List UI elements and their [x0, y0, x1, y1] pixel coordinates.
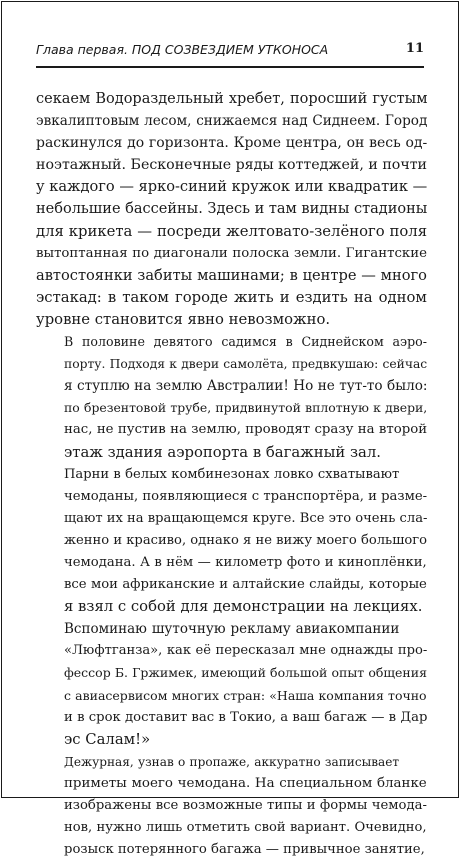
text-line: я взял с собой для демонстрации на лекциях. [64, 598, 423, 616]
text-line: этаж здания аэропорта в багажный зал. [64, 443, 381, 461]
text-line: Парни в белых комбинезонах ловко схватывают [64, 466, 400, 482]
paragraph [36, 88, 427, 331]
text-line: и в срок доставит вас в Токио, а ваш багаж — в Дар [64, 709, 428, 725]
text-line: порту. Подходя к двери самолёта, предвкушаю: сейчас [64, 357, 428, 372]
text-line: ноэтажный. Бесконечные ряды коттеджей, и почти [36, 157, 427, 174]
text-line: В половине девятого садимся в Сиднейском аэро- [64, 334, 427, 350]
text-line: фессор Б. Гржимек, имеющий большой опыт общения [64, 665, 427, 681]
book-page [1, 1, 459, 858]
text-line: приметы моего чемодана. На специальном бланке [64, 775, 427, 791]
text-line: уровне становится явно невозможно. [36, 310, 331, 328]
text-line: Дежурная, узнав о пропаже, аккуратно записывает [64, 754, 400, 769]
paragraph [36, 464, 427, 619]
text-line: все мои африканские и алтайские слайды, которые [64, 577, 427, 593]
text-line: небольшие бассейны. Здесь и там видны стадионы [36, 201, 428, 218]
text-line: изображены все возможные типы и формы чемода- [64, 798, 427, 813]
text-line: раскинулся до горизонта. Кроме центра, он весь од- [36, 135, 428, 152]
text-line: женно и красиво, однако я не вижу моего большого [64, 532, 427, 548]
paragraph [36, 331, 427, 464]
text-line: эс Салам!» [64, 730, 151, 748]
page-number: 11 [405, 41, 424, 56]
paragraph [36, 751, 427, 861]
text-line: Вспоминаю шуточную рекламу авиакомпании [64, 621, 400, 638]
text-line: нас, не пустив на землю, проводят сразу на второй [64, 422, 428, 438]
text-line: розыск потерянного багажа — привычное занятие, [64, 842, 425, 858]
text-line: с авиасервисом многих стран: «Наша компания точно [64, 687, 427, 703]
chapter-title: Глава первая. ПОД СОЗВЕЗДИЕМ УТКОНОСА [36, 42, 329, 57]
text-line: щают их на вращающемся круге. Все это очень сла- [64, 510, 428, 526]
text-line: автостоянки забиты машинами; в центре — много [36, 266, 427, 284]
text-line: я ступлю на землю Австралии! Но не тут-то было: [64, 378, 428, 395]
text-line: эстакад: в таком городе жить и ездить на одном [36, 288, 427, 306]
body-text [36, 88, 427, 861]
running-header [36, 38, 424, 68]
text-line: эвкалиптовым лесом, снижаемся над Сиднеем. Город [36, 113, 428, 130]
text-line: секаем Водораздельный хребет, поросший густым [36, 91, 428, 107]
text-line: нов, нужно лишь отметить свой вариант. Очевидно, [64, 820, 427, 836]
text-line: у каждого — ярко-синий кружок или квадратик — [36, 178, 428, 196]
text-line: чемоданы, появляющиеся с транспортёра, и разме- [64, 488, 428, 504]
text-line: вытоптанная по диагонали полоска земли. Гигантские [36, 245, 427, 261]
paragraph [36, 618, 427, 751]
text-line: чемодана. А в нём — километр фото и киноплёнки, [64, 554, 427, 570]
text-line: «Люфтганза», как её пересказал мне однажды про- [64, 643, 428, 659]
text-line: для крикета — посреди желтовато-зелёного поля [36, 222, 428, 240]
text-line: по брезентовой трубе, придвинутой вплотную к двери, [64, 400, 428, 416]
